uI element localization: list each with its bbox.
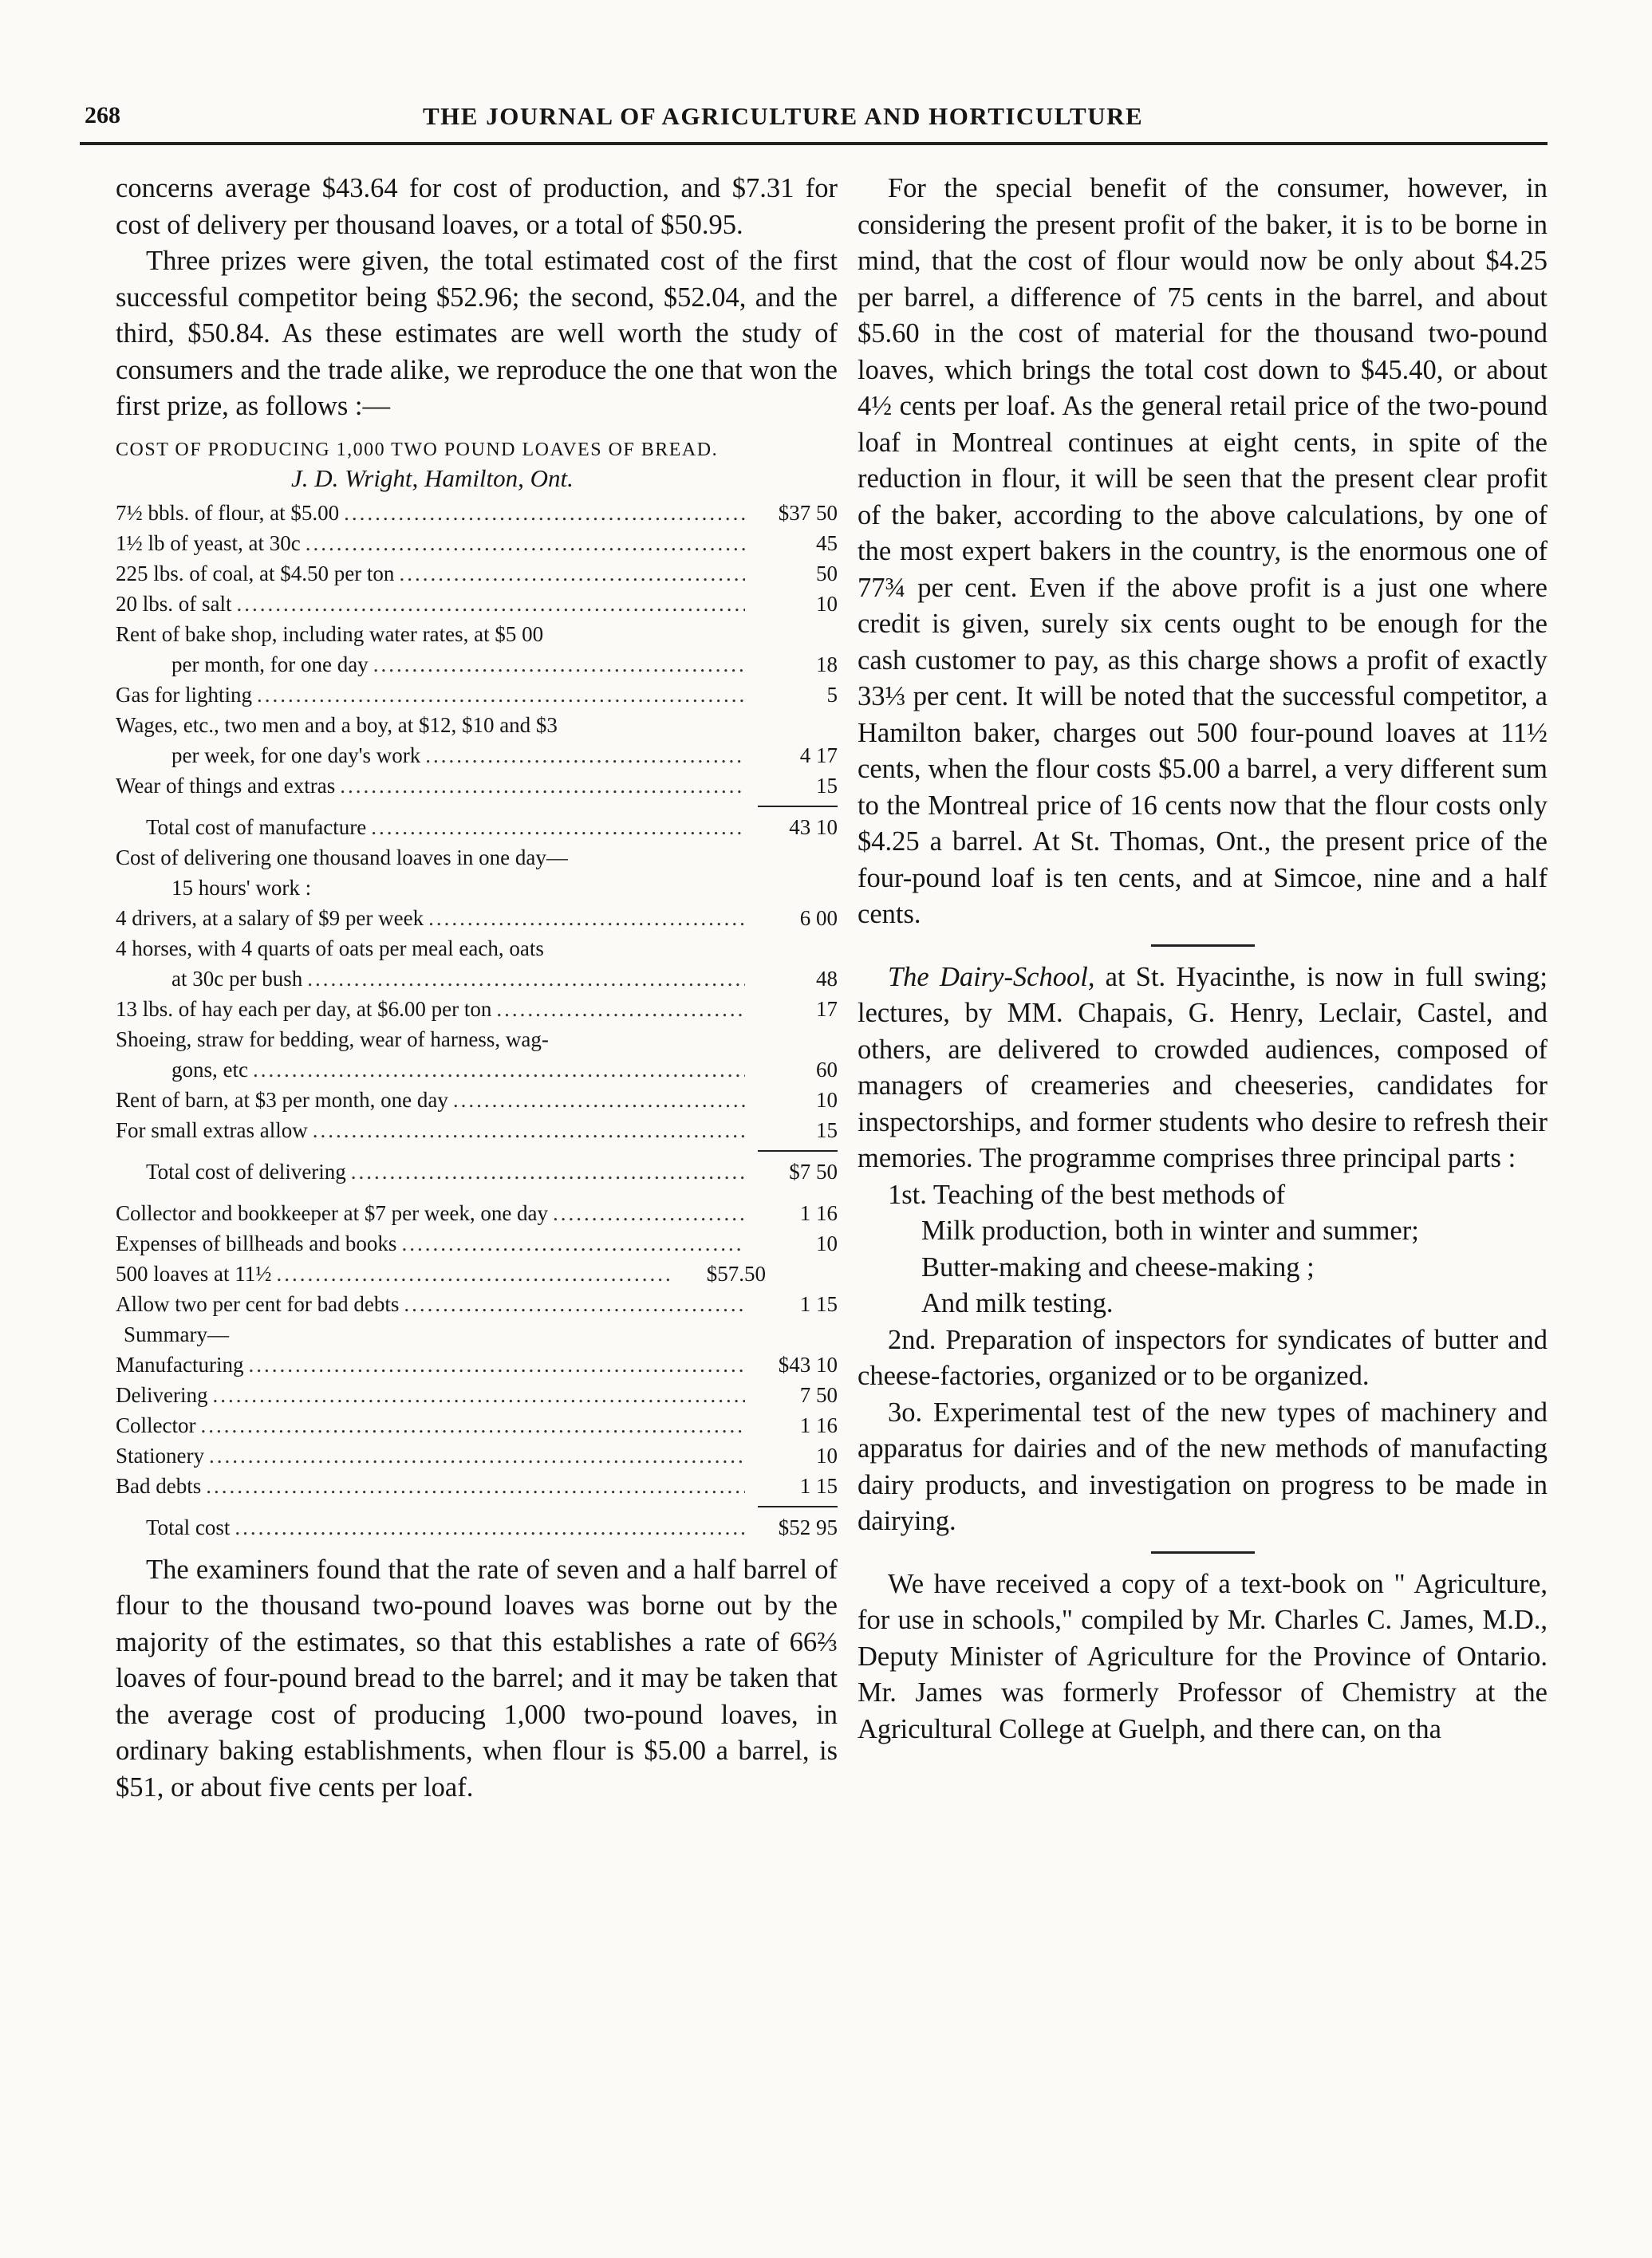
cost-row	[116, 770, 838, 801]
cost-row	[116, 1115, 838, 1145]
cost-table-heading: COST OF PRODUCING 1,000 TWO POUND LOAVES OF BREAD.	[116, 439, 719, 460]
cost-row	[116, 1228, 838, 1259]
sum-rule	[758, 806, 838, 807]
summary-row	[116, 1471, 838, 1501]
dairy-school-title: The Dairy-School,	[888, 961, 1095, 992]
sum-rule	[758, 1506, 838, 1507]
cost-row	[116, 740, 838, 770]
cost-label: Shoeing, straw for bedding, wear of harness, wag-	[116, 1027, 549, 1051]
section-divider	[1151, 944, 1255, 947]
cost-row	[116, 1259, 838, 1289]
summary-row	[116, 1440, 838, 1471]
running-title: THE JOURNAL OF AGRICULTURE AND HORTICULTURE	[423, 102, 1144, 130]
cost-label: Expenses of billheads and books	[116, 1231, 397, 1255]
cost-amount: 7 50	[799, 1382, 838, 1407]
cost-label: Collector and bookkeeper at $7 per week, one day	[116, 1200, 549, 1225]
cost-label: Rent of barn, at $3 per month, one day	[116, 1087, 448, 1112]
cost-label: 13 lbs. of hay each per day, at $6.00 per ton	[116, 996, 492, 1021]
cost-amount: 10	[816, 1087, 838, 1112]
text-book-paragraph: We have received a copy of a text-book on " Agriculture, for use in schools," compiled by Mr. Charles C. James, M.D., Deputy Minister of Agriculture for the Province of Ontario. Mr. James was formerly Professor of Chemistry at the Agricultural College at Guelph, and there can, on tha	[858, 1568, 1548, 1744]
cost-label: Allow two per cent for bad debts	[116, 1291, 400, 1316]
programme-subitem: Butter-making and cheese-making ;	[921, 1251, 1315, 1283]
cost-row	[116, 1054, 838, 1085]
cost-amount: $43 10	[778, 1352, 838, 1377]
cost-row	[116, 1289, 838, 1319]
programme-item-1: 1st. Teaching of the best methods of	[888, 1179, 1286, 1210]
cost-label: 15 hours' work :	[172, 875, 312, 900]
cost-label: Gas for lighting	[116, 682, 252, 707]
programme-subitem: And milk testing.	[921, 1288, 1114, 1318]
cost-amount: 50	[816, 561, 838, 585]
cost-label: Collector	[116, 1413, 196, 1437]
page-header	[80, 102, 1548, 139]
cost-row	[116, 963, 838, 994]
cost-row	[116, 1085, 838, 1115]
cost-label: 7½ bbls. of flour, at $5.00	[116, 500, 340, 525]
cost-amount: 1 16	[799, 1200, 838, 1225]
cost-amount: $52 95	[778, 1515, 838, 1539]
cost-amount: 4 17	[799, 743, 838, 767]
cost-label: Stationery	[116, 1443, 204, 1468]
cost-table-author: J. D. Wright, Hamilton, Ont.	[291, 463, 574, 492]
cost-label: Wages, etc., two men and a boy, at $12, $10 and $3	[116, 712, 558, 737]
left-column	[116, 171, 838, 1806]
left-paragraph-2: Three prizes were given, the total estimated cost of the first successful competitor being $52.96; the second, $52.04, and the third, $50.84. As these estimates are well worth the study of consumers and the trade alike, we reproduce the one that won the first prize, as follows :—	[116, 246, 838, 421]
cost-label: Total cost of delivering	[146, 1159, 346, 1184]
page-number: 268	[85, 102, 120, 128]
summary-label: Summary—	[124, 1322, 229, 1346]
cost-label: Total cost of manufacture	[146, 814, 367, 839]
cost-amount: 43 10	[789, 814, 838, 839]
summary-row	[116, 1410, 838, 1440]
cost-label: Delivering	[116, 1382, 208, 1407]
cost-amount: 1 16	[799, 1413, 838, 1437]
sum-rule	[758, 1150, 838, 1152]
cost-amount: 1 15	[799, 1473, 838, 1498]
cost-label: Manufacturing	[116, 1352, 244, 1377]
programme-subitem: Milk production, both in winter and summer;	[921, 1216, 1419, 1246]
cost-label: per month, for one day	[172, 652, 369, 676]
cost-label: 1½ lb of yeast, at 30c	[116, 530, 301, 555]
programme-item-3: 3o. Experimental test of the new types of machinery and apparatus for dairies and of the new methods of manufacting dairy products, and investigation on progress to be made in dairying.	[858, 1397, 1548, 1536]
header-rule	[80, 142, 1548, 145]
cost-total-row	[116, 812, 838, 842]
left-paragraph-1: concerns average $43.64 for cost of production, and $7.31 for cost of delivery per thousand loaves, or a total of $50.95.	[116, 173, 838, 240]
cost-label: Rent of bake shop, including water rates, at $5 00	[116, 621, 544, 646]
cost-amount: $7 50	[789, 1159, 838, 1184]
dairy-school-text: at St. Hyacinthe, is now in full swing; lectures, by MM. Chapais, G. Henry, Leclair, Castel, and others, are delivered to crowded audiences, composed of managers of creameries and cheeseries, candidates for inspectorships, and former students who desire to refresh their memories. The programme comprises three principal parts :	[858, 961, 1548, 1173]
cost-amount: $57.50	[706, 1261, 766, 1286]
summary-row	[116, 1380, 838, 1410]
cost-amount: 5	[826, 682, 838, 707]
cost-label: 500 loaves at 11½	[116, 1261, 272, 1286]
cost-amount: 48	[816, 966, 838, 991]
cost-row	[116, 1198, 838, 1228]
cost-amount: 60	[816, 1057, 838, 1082]
cost-label: Total cost	[146, 1515, 231, 1539]
left-paragraph-3: The examiners found that the rate of seven and a half barrel of flour to the thousand two-pound loaves was borne out by the majority of the estimates, so that this establishes a rate of 66⅔ loaves of four-pound bread to the barrel; and it may be taken that the average cost of producing 1,000 two-pound loaves, in ordinary baking establishments, when flour is $5.00 a barrel, is $51, or about five cents per loaf.	[116, 1554, 838, 1803]
right-column	[858, 171, 1548, 1748]
summary-row	[116, 1350, 838, 1380]
cost-label: Wear of things and extras	[116, 773, 336, 798]
cost-label: 225 lbs. of coal, at $4.50 per ton	[116, 561, 395, 585]
cost-label: Cost of delivering one thousand loaves in one day—	[116, 845, 568, 869]
cost-amount: $37 50	[778, 500, 838, 525]
cost-row	[116, 903, 838, 933]
cost-amount: 15	[816, 1117, 838, 1142]
cost-row	[116, 558, 838, 589]
cost-amount: 45	[816, 530, 838, 555]
cost-row	[116, 589, 838, 619]
cost-label: 20 lbs. of salt	[116, 591, 232, 616]
cost-amount: 17	[816, 996, 838, 1021]
cost-amount: 10	[816, 1231, 838, 1255]
cost-amount: 18	[816, 652, 838, 676]
cost-label: Bad debts	[116, 1473, 202, 1498]
cost-amount: 15	[816, 773, 838, 798]
cost-amount: 1 15	[799, 1291, 838, 1316]
cost-label: 4 drivers, at a salary of $9 per week	[116, 905, 424, 930]
cost-row	[116, 680, 838, 710]
dairy-school-paragraph	[858, 960, 1548, 1177]
cost-label: gons, etc	[172, 1057, 248, 1082]
cost-table	[116, 498, 838, 1543]
cost-row	[116, 649, 838, 680]
cost-total-row	[116, 1157, 838, 1187]
cost-label: 4 horses, with 4 quarts of oats per meal each, oats	[116, 936, 544, 960]
cost-label: For small extras allow	[116, 1117, 308, 1142]
right-paragraph-1: For the special benefit of the consumer, however, in considering the present profit of the baker, it is to be borne in mind, that the cost of flour would now be only about $4.25 per barrel, a difference of 75 cents in the barrel, and about $5.60 in the cost of material for the thousand two-pound loaves, which brings the total cost down to $45.40, or about 4½ cents per loaf. As the general retail price of the two-pound loaf in Montreal continues at eight cents, in spite of the reduction in flour, it will be seen that the present clear profit of the baker, according to the above calculations, by one of the most expert bakers in the country, is the enormous one of 77¾ per cent. Even if the above profit is a just one where credit is given, surely six cents ought to be enough for the cash customer to pay, as this charge shows a profit of exactly 33⅓ per cent. It will be noted that the successful competitor, a Hamilton baker, charges out 500 four-pound loaves at 11½ cents, when the flour costs $5.00 a barrel, a very different sum to the Montreal price of 16 cents now that the flour costs only $4.25 a barrel. At St. Thomas, Ont., the present price of the four-pound loaf is ten cents, and at Simcoe, nine and a half cents.	[858, 173, 1548, 929]
programme-item-2: 2nd. Preparation of inspectors for syndicates of butter and cheese-factories, organized or to be organized.	[858, 1324, 1548, 1391]
cost-amount: 6 00	[799, 905, 838, 930]
cost-label: at 30c per bush	[172, 966, 303, 991]
cost-row	[116, 994, 838, 1024]
cost-amount: 10	[816, 1443, 838, 1468]
cost-label: per week, for one day's work	[172, 743, 421, 767]
cost-row	[116, 528, 838, 558]
section-divider	[1151, 1551, 1255, 1554]
cost-total-row	[116, 1512, 838, 1543]
cost-amount: 10	[816, 591, 838, 616]
cost-row	[116, 498, 838, 528]
